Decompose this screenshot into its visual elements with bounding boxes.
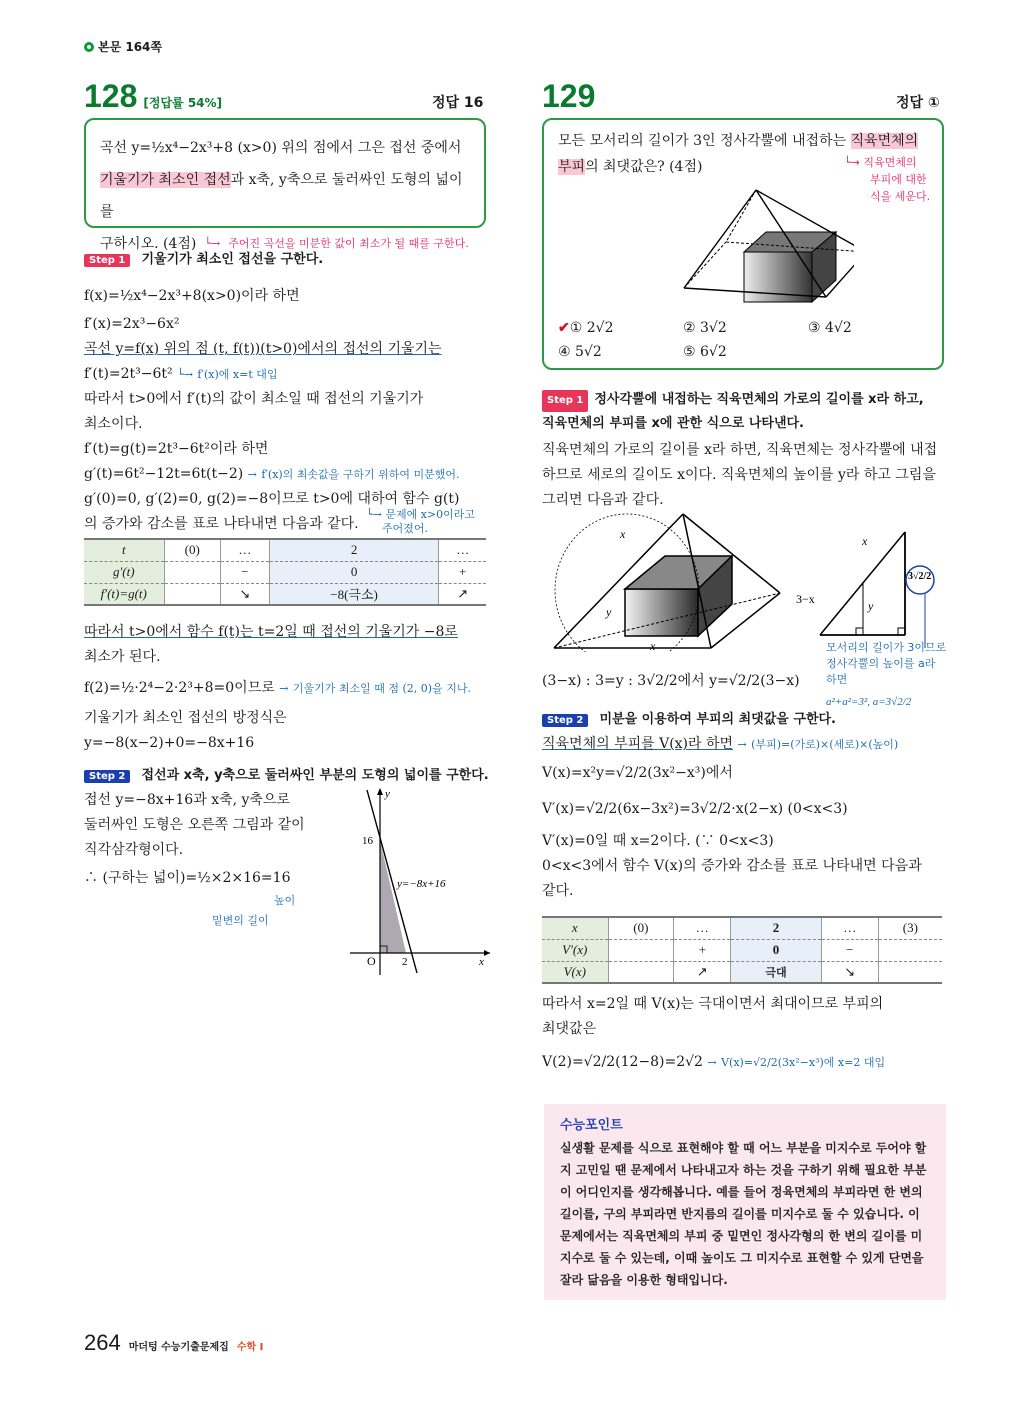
- q128-heading: [84, 78, 222, 115]
- table-cell: [608, 961, 674, 983]
- svg-text:y: y: [385, 788, 390, 800]
- arrow-icon: →: [707, 1056, 717, 1069]
- arrow-icon: └→: [844, 156, 864, 169]
- annotation-line: 정사각뿔의 높이를 a라: [826, 657, 936, 670]
- question-number: 129: [542, 78, 596, 114]
- checkmark-icon: ✔: [558, 320, 570, 336]
- table-cell: ↗: [439, 583, 486, 605]
- solution-line: [84, 462, 504, 487]
- solution-line: 하므로 세로의 길이도 x이다. 직육면체의 높이를 y라 하고 그림을: [542, 467, 936, 483]
- table-cell: t: [84, 539, 164, 561]
- svg-text:y: y: [868, 599, 874, 613]
- annotation-line: a²+a²=3², a=3√2/2: [826, 696, 912, 708]
- solution-line: 곡선 y=f(x) 위의 점 (t, f(t))(t>0)에서의 접선의 기울기는: [84, 341, 442, 357]
- table-cell: −: [220, 561, 269, 583]
- arrow-icon: └→: [177, 368, 193, 381]
- table-cell: ↗: [674, 961, 731, 983]
- annotation: (부피)=(가로)×(세로)×(높이): [751, 738, 899, 751]
- annotation: 주어진 곡선을 미분한 값이 최소가 될 때를 구한다.: [228, 237, 469, 250]
- solution-line: 직각삼각형이다.: [84, 842, 184, 858]
- choice-4[interactable]: ④ 5√2: [558, 344, 602, 360]
- step1-heading: [84, 248, 323, 267]
- table-cell: (0): [608, 917, 674, 939]
- question-number: 128: [84, 78, 138, 114]
- annotation-line: 직육면체의: [863, 156, 917, 169]
- choice-1[interactable]: [558, 316, 683, 340]
- solution-line: V′(x)=√2/2(6x−3x²)=3√2/2·x(2−x) (0<x<3): [542, 801, 848, 817]
- step2-heading: [84, 764, 489, 783]
- question-text: [100, 164, 470, 228]
- equation: g′(t)=6t²−12t=6t(t−2): [84, 466, 244, 482]
- solution-line: 따라서 x=2일 때 V(x)는 극대이면서 최대이므로 부피의: [542, 996, 884, 1012]
- annotation: 높이: [274, 894, 296, 907]
- solution-line: ∴ (구하는 넓이)=½×2×16=16: [84, 870, 291, 886]
- q129-step2-heading: [542, 708, 836, 727]
- annotation-line: 식을 세운다.: [870, 190, 931, 203]
- question-text-start: 모든 모서리의 길이가 3인 정사각뿔에 내접하는: [558, 133, 851, 149]
- annotation: 기울기가 최소일 때 점 (2, 0)을 지나.: [292, 682, 471, 695]
- question-text: 곡선 y=½x⁴−2x³+8 (x>0) 위의 점에서 그은 접선 중에서: [100, 140, 462, 156]
- q128-area: [84, 788, 324, 927]
- table-cell: (0): [164, 539, 220, 561]
- table-cell: …: [674, 917, 731, 939]
- solution-line: f′(t)=g(t)=2t³−6t²이라 하면: [84, 441, 269, 457]
- cross-section-figure: [550, 512, 950, 652]
- table-cell: 0: [269, 561, 439, 583]
- step-title: 정사각뿔에 내접하는 직육면체의 가로의 길이를 x라 하고,: [594, 392, 924, 407]
- choice-5[interactable]: ⑤ 6√2: [683, 344, 727, 360]
- highlight: 부피: [558, 159, 586, 175]
- annotation: V(x)=√2/2(3x²−x³)에 x=2 대입: [721, 1056, 886, 1069]
- svg-text:16: 16: [362, 835, 373, 847]
- q129-step1: [542, 388, 952, 513]
- svg-text:x: x: [650, 639, 656, 652]
- step-title: 접선과 x축, y축으로 둘러싸인 부분의 도형의 넓이를 구한다.: [141, 768, 489, 783]
- table-row: [542, 961, 942, 983]
- svg-text:x: x: [862, 534, 868, 548]
- page-number: 264: [84, 1330, 121, 1355]
- table-cell: 0: [731, 939, 822, 961]
- arrow-icon: →: [247, 468, 257, 481]
- table-cell: (3): [878, 917, 942, 939]
- table-cell: [878, 961, 942, 983]
- equation: V(2)=√2/2(12−8)=2√2: [542, 1054, 703, 1070]
- answer-label: 정답 16: [432, 95, 484, 111]
- tip-title: 수능포인트: [560, 1118, 623, 1133]
- table-cell: [608, 939, 674, 961]
- step-title: 미분을 이용하여 부피의 최댓값을 구한다.: [599, 712, 836, 727]
- svg-text:2: 2: [402, 956, 408, 968]
- tip-box: [544, 1104, 946, 1300]
- choices: [558, 316, 928, 364]
- table-cell: −8(극소): [269, 583, 439, 605]
- solution-line: [84, 508, 504, 537]
- table-cell: [164, 561, 220, 583]
- table-row: [542, 939, 942, 961]
- highlight: 기울기가 최소인 접선: [100, 172, 231, 188]
- table-cell: −: [821, 939, 878, 961]
- q128-solution: [84, 280, 504, 537]
- question-text-rest: 과 x축, y축으로 둘러싸인 도형의 넓이를: [100, 172, 463, 220]
- solution-line: f(x)=½x⁴−2x³+8(x>0)이라 하면: [84, 288, 300, 304]
- table-cell: [878, 939, 942, 961]
- table-cell: [164, 583, 220, 605]
- table-row: [542, 917, 942, 939]
- annotation-line: 주어졌어.: [382, 522, 429, 535]
- svg-text:x: x: [479, 956, 484, 968]
- arrow-icon: →: [737, 738, 747, 751]
- ratio-equation: (3−x) : 3=y : 3√2/2에서 y=√2/2(3−x): [542, 673, 800, 689]
- triangle-graph: [345, 785, 495, 975]
- solution-line: [84, 362, 504, 387]
- solution-line: 직육면체의 가로의 길이를 x라 하면, 직육면체는 정사각뿔에 내접: [542, 442, 938, 458]
- solution-line: [542, 1042, 952, 1082]
- table-cell: ↘: [821, 961, 878, 983]
- section-reference: [84, 38, 162, 55]
- step-badge: Step 1: [542, 390, 588, 412]
- table-cell: 2: [269, 539, 439, 561]
- table-cell: V(x): [542, 961, 608, 983]
- svg-text:3√2/2: 3√2/2: [908, 571, 932, 582]
- step-badge: Step 2: [542, 714, 588, 727]
- svg-text:y=−8x+16: y=−8x+16: [397, 878, 446, 890]
- page-footer: [84, 1330, 263, 1356]
- solution-line: [542, 732, 952, 757]
- table-cell: 2: [731, 917, 822, 939]
- annotation: [844, 154, 930, 205]
- arrow-icon: →: [279, 682, 289, 695]
- table-cell: f′(t)=g(t): [84, 583, 164, 605]
- q129-step2-body: [542, 732, 952, 904]
- height-annotation: [826, 640, 946, 710]
- q129-conclusion: [542, 992, 952, 1082]
- question-text-rest: 의 최댓값은? (4점): [585, 159, 703, 175]
- step-title: 직육면체의 부피를 x에 관한 식으로 나타낸다.: [542, 416, 804, 431]
- solution-line: 최소이다.: [84, 416, 143, 432]
- q128-variation-table: [84, 538, 486, 606]
- pyramid-cube-figure: [654, 180, 854, 310]
- solution-line: V(x)=x²y=√2/2(3x²−x³)에서: [542, 765, 733, 781]
- step-badge: Step 1: [84, 254, 130, 267]
- table-row: [84, 583, 486, 605]
- q129-question-box: [542, 118, 944, 370]
- answer-label: 정답 ①: [896, 95, 940, 111]
- equation: 직육면체의 부피를 V(x)라 하면: [542, 736, 734, 752]
- table-cell: 극대: [731, 961, 822, 983]
- svg-text:O: O: [367, 954, 376, 968]
- annotation: └→ 문제에 x>0이라고 주어졌어.: [366, 508, 476, 535]
- solution-line: V′(x)=0일 때 x=2이다. (∵ 0<x<3): [542, 833, 774, 849]
- annotation: f′(x)에 x=t 대입: [197, 368, 278, 381]
- solution-line: [84, 670, 504, 706]
- solution-line: 0<x<3에서 함수 V(x)의 증가와 감소를 표로 나타내면 다음과: [542, 858, 922, 874]
- step-badge: Step 2: [84, 770, 130, 783]
- reference-label: 본문 164쪽: [98, 40, 163, 54]
- table-row: [84, 561, 486, 583]
- solution-line: 최댓값은: [542, 1021, 597, 1037]
- solution-line: 둘러싸인 도형은 오른쪽 그림과 같이: [84, 817, 305, 833]
- equation: 의 증가와 감소를 표로 나타내면 다음과 같다.: [84, 516, 359, 532]
- choice-2[interactable]: ② 3√2: [683, 320, 727, 336]
- table-cell: …: [821, 917, 878, 939]
- annotation-line: 문제에 x>0이라고: [385, 508, 476, 521]
- annotation: f′(x)의 최솟값을 구하기 위하여 미분했어.: [261, 468, 460, 481]
- highlight: 직육면체의: [850, 133, 919, 149]
- solution-line: 접선 y=−8x+16과 x축, y축으로: [84, 792, 290, 808]
- annotation-line: 모서리의 길이가 3이므로: [826, 641, 947, 654]
- q128-conclusion: [84, 620, 504, 756]
- correct-rate: [정답률 54%]: [143, 96, 223, 110]
- circle-bullet-icon: [84, 42, 94, 52]
- arrow-icon: └→: [204, 237, 221, 250]
- choice-3[interactable]: ③ 4√2: [808, 320, 852, 336]
- svg-text:x: x: [620, 527, 626, 541]
- table-cell: V′(x): [542, 939, 608, 961]
- solution-line: 따라서 t>0에서 f′(t)의 값이 최소일 때 접선의 기울기가: [84, 391, 424, 407]
- step1-heading: [542, 388, 952, 412]
- table-cell: g′(t): [84, 561, 164, 583]
- table-row: [84, 539, 486, 561]
- choice-label: ① 2√2: [569, 320, 614, 336]
- annotation-line: 하면: [826, 673, 848, 686]
- solution-line: y=−8(x−2)+0=−8x+16: [84, 735, 255, 751]
- book-title: 마더텅 수능기출문제집: [128, 1342, 229, 1353]
- table-cell: +: [439, 561, 486, 583]
- solution-line: 그리면 다음과 같다.: [542, 492, 664, 508]
- solution-line: 최소가 된다.: [84, 649, 161, 665]
- table-cell: ↘: [220, 583, 269, 605]
- question-text: [558, 128, 928, 154]
- equation: f′(t)=2t³−6t²: [84, 366, 173, 382]
- table-cell: +: [674, 939, 731, 961]
- annotation: 밑변의 길이: [212, 914, 269, 927]
- solution-line: 같다.: [542, 883, 574, 899]
- annotation-line: 부피에 대한: [870, 173, 927, 186]
- tip-body: 실생활 문제를 식으로 표현해야 할 때 어느 부분을 미지수로 두어야 할지 고민일 땐 문제에서 나타내고자 하는 것을 구하기 위해 필요한 부분이 어디인지를 생각해봅니다. 예를 들어 정육면체의 부피라면 한 변의 길이를, 구의 부피라면 반지름의 길이를 미지수로 둘 수 있습니다. 이 문제에서는 직육면체의 부피 중 밑면인 정사각형의 한 변의 길이를 미지수로 둘 수 있는데, 이때 높이도 그 미지수로 표현할 수 있게 단면을 잘라 닮음을 이용한 형태입니다.: [560, 1141, 927, 1287]
- table-cell: …: [220, 539, 269, 561]
- solution-line: 따라서 t>0에서 함수 f(t)는 t=2일 때 접선의 기울기가 −8로: [84, 624, 458, 640]
- solution-line: 기울기가 최소인 접선의 방정식은: [84, 710, 287, 726]
- svg-text:3−x: 3−x: [796, 592, 815, 606]
- equation: f(2)=½·2⁴−2·2³+8=0이므로: [84, 680, 275, 696]
- table-cell: …: [439, 539, 486, 561]
- svg-text:y: y: [606, 605, 612, 619]
- q128-question-box: [84, 118, 486, 252]
- q129-variation-table: [542, 916, 942, 984]
- subject-label: 수학 I: [236, 1342, 264, 1353]
- solution-line: f′(x)=2x³−6x²: [84, 316, 180, 332]
- solution-line: g′(0)=0, g′(2)=0, g(2)=−8이므로 t>0에 대하여 함수 g(t): [84, 491, 460, 507]
- step-title: 기울기가 최소인 접선을 구한다.: [141, 252, 324, 267]
- table-cell: x: [542, 917, 608, 939]
- question-text-end: 구하시오. (4점): [100, 236, 197, 252]
